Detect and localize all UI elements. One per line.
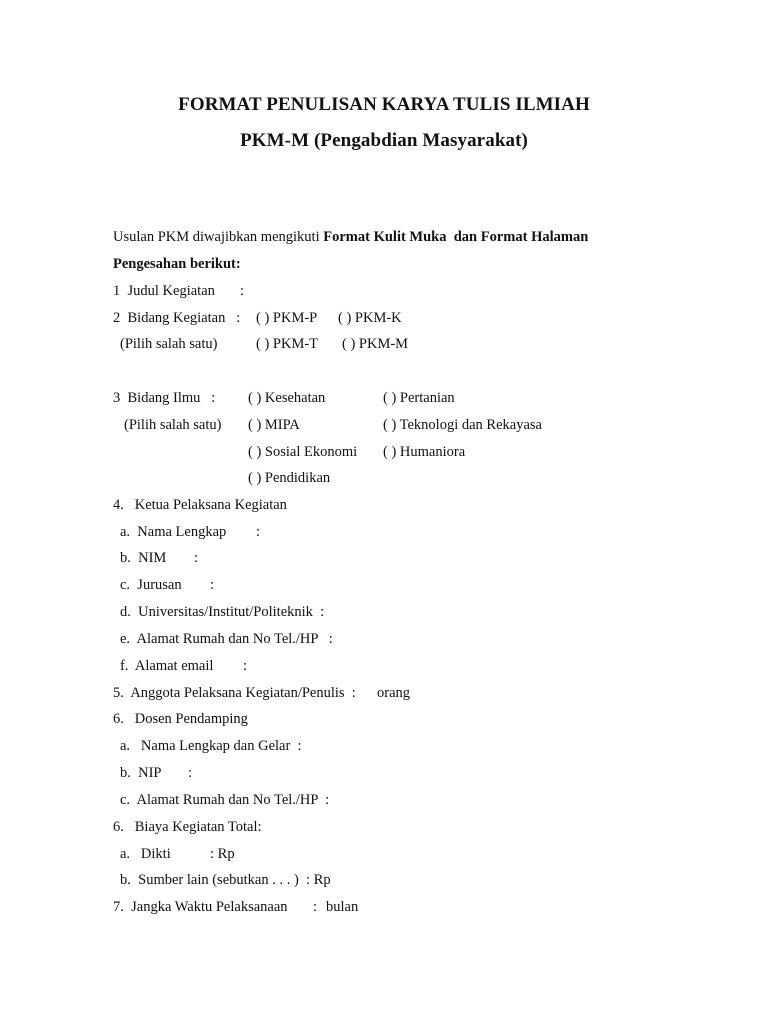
- option-pendidikan: ( ) Pendidikan: [248, 470, 331, 486]
- biaya-sumber-lain: b. Sumber lain (sebutkan . . . ) : Rp: [120, 872, 331, 888]
- option-kesehatan: ( ) Kesehatan: [248, 390, 326, 406]
- ketua-nama-colon: :: [256, 524, 261, 540]
- anggota-label: 5. Anggota Pelaksana Kegiatan/Penulis :: [113, 685, 356, 701]
- ketua-nama: a. Nama Lengkap: [120, 524, 227, 540]
- biaya-heading: 6. Biaya Kegiatan Total:: [113, 819, 262, 835]
- ketua-email-colon: :: [243, 658, 248, 674]
- ketua-email: f. Alamat email: [120, 658, 214, 674]
- option-pkm-p: ( ) PKM-P: [256, 310, 318, 326]
- document-subtitle: PKM-M (Pengabdian Masyarakat): [240, 130, 528, 151]
- intro-text: Usulan PKM diwajibkan mengikuti: [113, 229, 324, 245]
- ketua-nim-colon: :: [194, 550, 199, 566]
- dosen-alamat: c. Alamat Rumah dan No Tel./HP :: [120, 792, 330, 808]
- option-pertanian: ( ) Pertanian: [383, 390, 455, 406]
- jangka-waktu-unit: bulan: [326, 899, 359, 915]
- ketua-jurusan: c. Jurusan: [120, 577, 182, 593]
- biaya-dikti-value: : Rp: [210, 846, 235, 862]
- option-pkm-m: ( ) PKM-M: [342, 336, 409, 352]
- anggota-unit: orang: [377, 685, 411, 701]
- biaya-dikti: a. Dikti: [120, 846, 171, 862]
- intro-bold-1: Format Kulit Muka dan Format Halaman: [323, 229, 589, 245]
- jangka-waktu-label: 7. Jangka Waktu Pelaksanaan: [113, 899, 288, 915]
- judul-kegiatan-colon: :: [240, 283, 245, 299]
- dosen-nama: a. Nama Lengkap dan Gelar :: [120, 738, 302, 754]
- dosen-nip-colon: :: [188, 765, 193, 781]
- judul-kegiatan-label: 1 Judul Kegiatan: [113, 283, 215, 299]
- bidang-ilmu-note: (Pilih salah satu): [124, 417, 222, 433]
- option-mipa: ( ) MIPA: [248, 417, 300, 433]
- ketua-jurusan-colon: :: [210, 577, 215, 593]
- ketua-heading: 4. Ketua Pelaksana Kegiatan: [113, 497, 287, 513]
- intro-bold-2: Pengesahan berikut:: [113, 256, 241, 272]
- dosen-nip: b. NIP: [120, 765, 162, 781]
- bidang-kegiatan-note: (Pilih salah satu): [120, 336, 218, 352]
- option-humaniora: ( ) Humaniora: [383, 444, 466, 460]
- option-pkm-k: ( ) PKM-K: [338, 310, 402, 326]
- option-teknologi: ( ) Teknologi dan Rekayasa: [383, 417, 542, 433]
- document-title: FORMAT PENULISAN KARYA TULIS ILMIAH: [178, 94, 590, 115]
- ketua-alamat: e. Alamat Rumah dan No Tel./HP :: [120, 631, 333, 647]
- ketua-nim: b. NIM: [120, 550, 167, 566]
- option-sosial-ekonomi: ( ) Sosial Ekonomi: [248, 444, 358, 460]
- ketua-universitas: d. Universitas/Institut/Politeknik :: [120, 604, 325, 620]
- option-pkm-t: ( ) PKM-T: [256, 336, 319, 352]
- jangka-waktu-colon: :: [313, 899, 318, 915]
- dosen-heading: 6. Dosen Pendamping: [113, 711, 248, 727]
- intro-line-1: [113, 228, 588, 246]
- bidang-ilmu-label: 3 Bidang Ilmu :: [113, 390, 216, 406]
- bidang-kegiatan-label: 2 Bidang Kegiatan :: [113, 310, 241, 326]
